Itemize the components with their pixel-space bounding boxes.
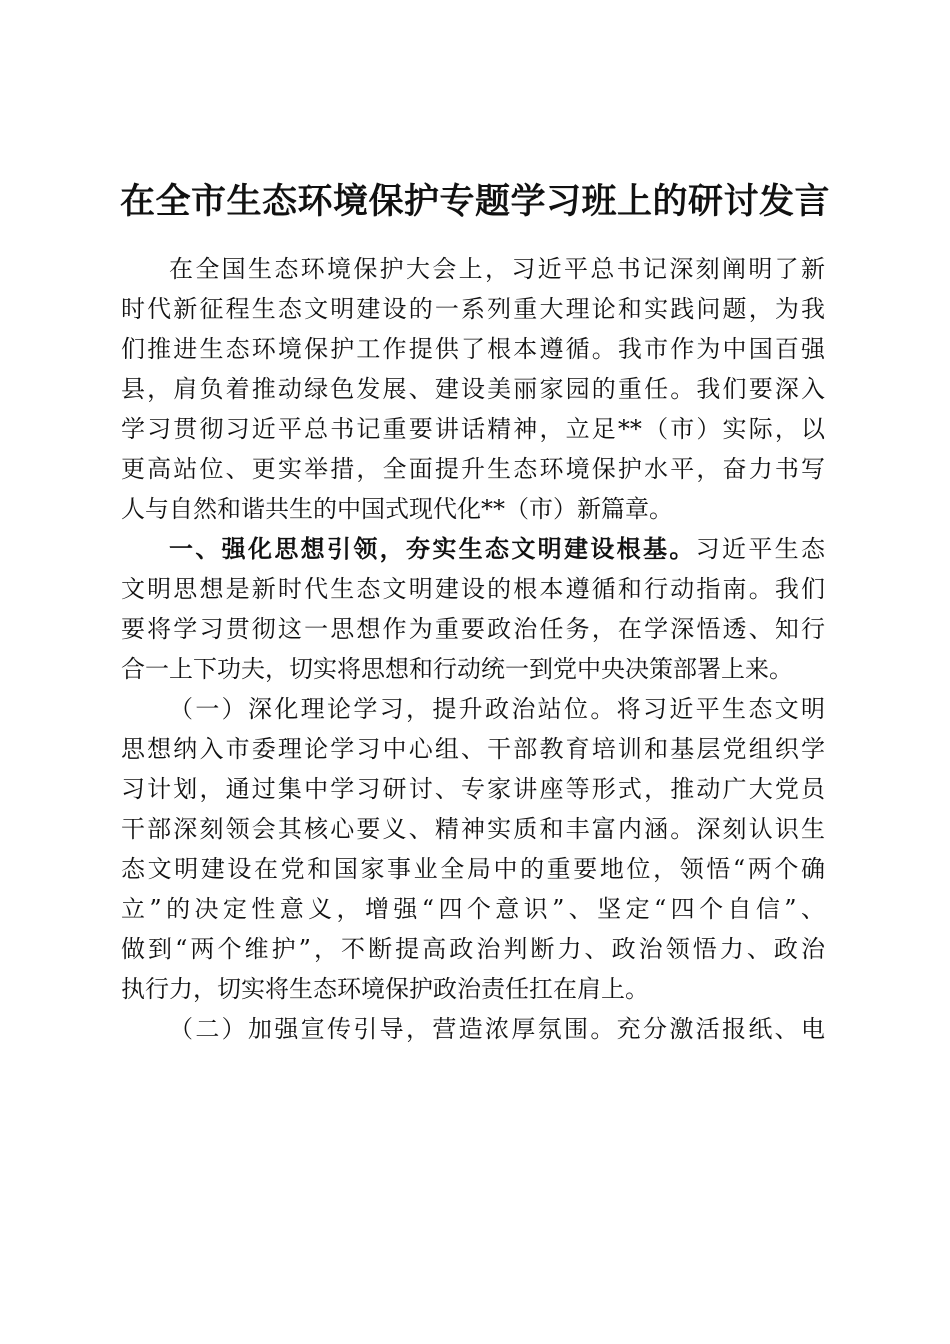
text-line: 文明思想是新时代生态文明建设的根本遵循和行动指南。我们 [121,575,825,603]
paragraph-subsection-2 [121,1009,825,1049]
text-line: 人与自然和谐共生的中国式现代化**（市）新篇章。 [121,495,673,523]
text-line: 做到“两个维护”，不断提高政治判断力、政治领悟力、政治 [121,935,825,963]
text-line: 干部深刻领会其核心要义、精神实质和丰富内涵。深刻认识生 [121,815,825,843]
text-line: 要将学习贯彻这一思想作为重要政治任务，在学深悟透、知行 [121,615,825,643]
text-line: 态文明建设在党和国家事业全局中的重要地位，领悟“两个确 [121,855,825,883]
text-line: 学习贯彻习近平总书记重要讲话精神，立足**（市）实际，以 [121,415,825,443]
section-heading: 一、强化思想引领，夯实生态文明建设根基。 [169,534,696,563]
paragraph-subsection-1 [121,689,825,1009]
text-line: 县，肩负着推动绿色发展、建设美丽家园的重任。我们要深入 [121,375,825,403]
text-line: 思想纳入市委理论学习中心组、干部教育培训和基层党组织学 [121,735,825,763]
document-body [121,249,825,1049]
section-lead-text: 习近平生态 [695,535,825,563]
paragraph-intro [121,249,825,529]
text-line: 立”的决定性意义，增强“四个意识”、坚定“四个自信”、 [121,895,825,923]
document-title: 在全市生态环境保护专题学习班上的研讨发言 [119,181,830,222]
text-line: 合一上下功夫，切实将思想和行动统一到党中央决策部署上来。 [121,655,793,683]
text-line [121,529,825,569]
text-line: 执行力，切实将生态环境保护政治责任扛在肩上。 [121,975,649,1003]
text-line: 在全国生态环境保护大会上，习近平总书记深刻阐明了新 [169,255,825,283]
paragraph-section-1 [121,529,825,689]
text-line: 习计划，通过集中学习研讨、专家讲座等形式，推动广大党员 [121,775,825,803]
text-line: 更高站位、更实举措，全面提升生态环境保护水平，奋力书写 [121,455,825,483]
text-line: 时代新征程生态文明建设的一系列重大理论和实践问题，为我 [121,295,825,323]
text-line: 们推进生态环境保护工作提供了根本遵循。我市作为中国百强 [121,335,825,363]
text-line: （一）深化理论学习，提升政治站位。将习近平生态文明 [169,695,825,723]
text-line: （二）加强宣传引导，营造浓厚氛围。充分激活报纸、电 [169,1015,825,1043]
